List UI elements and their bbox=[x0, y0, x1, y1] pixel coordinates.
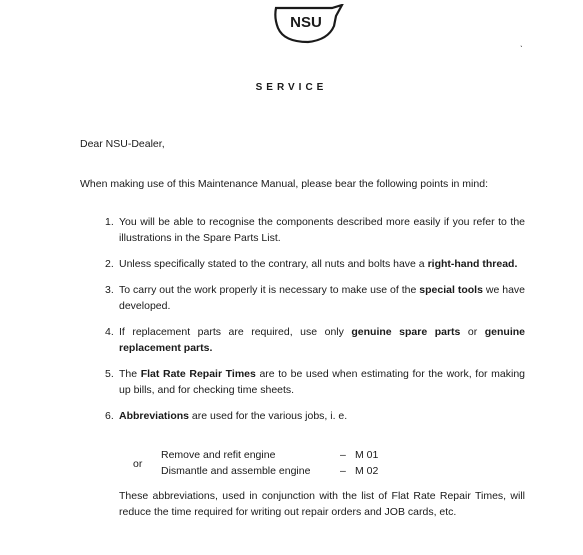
list-item: 2. Unless specifically stated to the contrary, all nuts and bolts have a right-hand thread. bbox=[105, 258, 518, 270]
list-item: 1. You will be able to recognise the components described more easily if you refer to the illustrations in the Spare Parts List. bbox=[105, 216, 525, 244]
nsu-logo bbox=[270, 4, 346, 44]
logo-text: NSU bbox=[290, 14, 322, 31]
abbr-row: Remove and refit engine – M 01 bbox=[161, 449, 379, 461]
intro-paragraph: When making use of this Maintenance Manual, please bear the following points in mind: bbox=[80, 178, 488, 190]
list-item: 6. Abbreviations are used for the various jobs, i. e. bbox=[105, 410, 348, 422]
mark-tick: ˎ bbox=[520, 37, 523, 47]
points-list bbox=[105, 214, 525, 434]
closing-paragraph: These abbreviations, used in conjunction with the list of Flat Rate Repair Times, will reduce the time required for writing out repair orders and JOB cards, etc. bbox=[119, 490, 525, 518]
abbr-row: Dismantle and assemble engine – M 02 bbox=[161, 465, 379, 477]
list-item: 4. If replacement parts are required, use only genuine spare parts or genuine replacement parts. bbox=[105, 326, 526, 354]
abbr-or: or bbox=[133, 458, 143, 470]
abbreviations-table bbox=[133, 447, 393, 479]
salutation: Dear NSU-Dealer, bbox=[80, 138, 165, 150]
list-item: 3. To carry out the work properly it is necessary to make use of the special tools we have developed. bbox=[105, 284, 526, 312]
list-item: 5. The Flat Rate Repair Times are to be used when estimating for the work, for making up bills, and for checking time sheets. bbox=[105, 368, 526, 396]
page-heading: SERVICE bbox=[255, 82, 328, 93]
